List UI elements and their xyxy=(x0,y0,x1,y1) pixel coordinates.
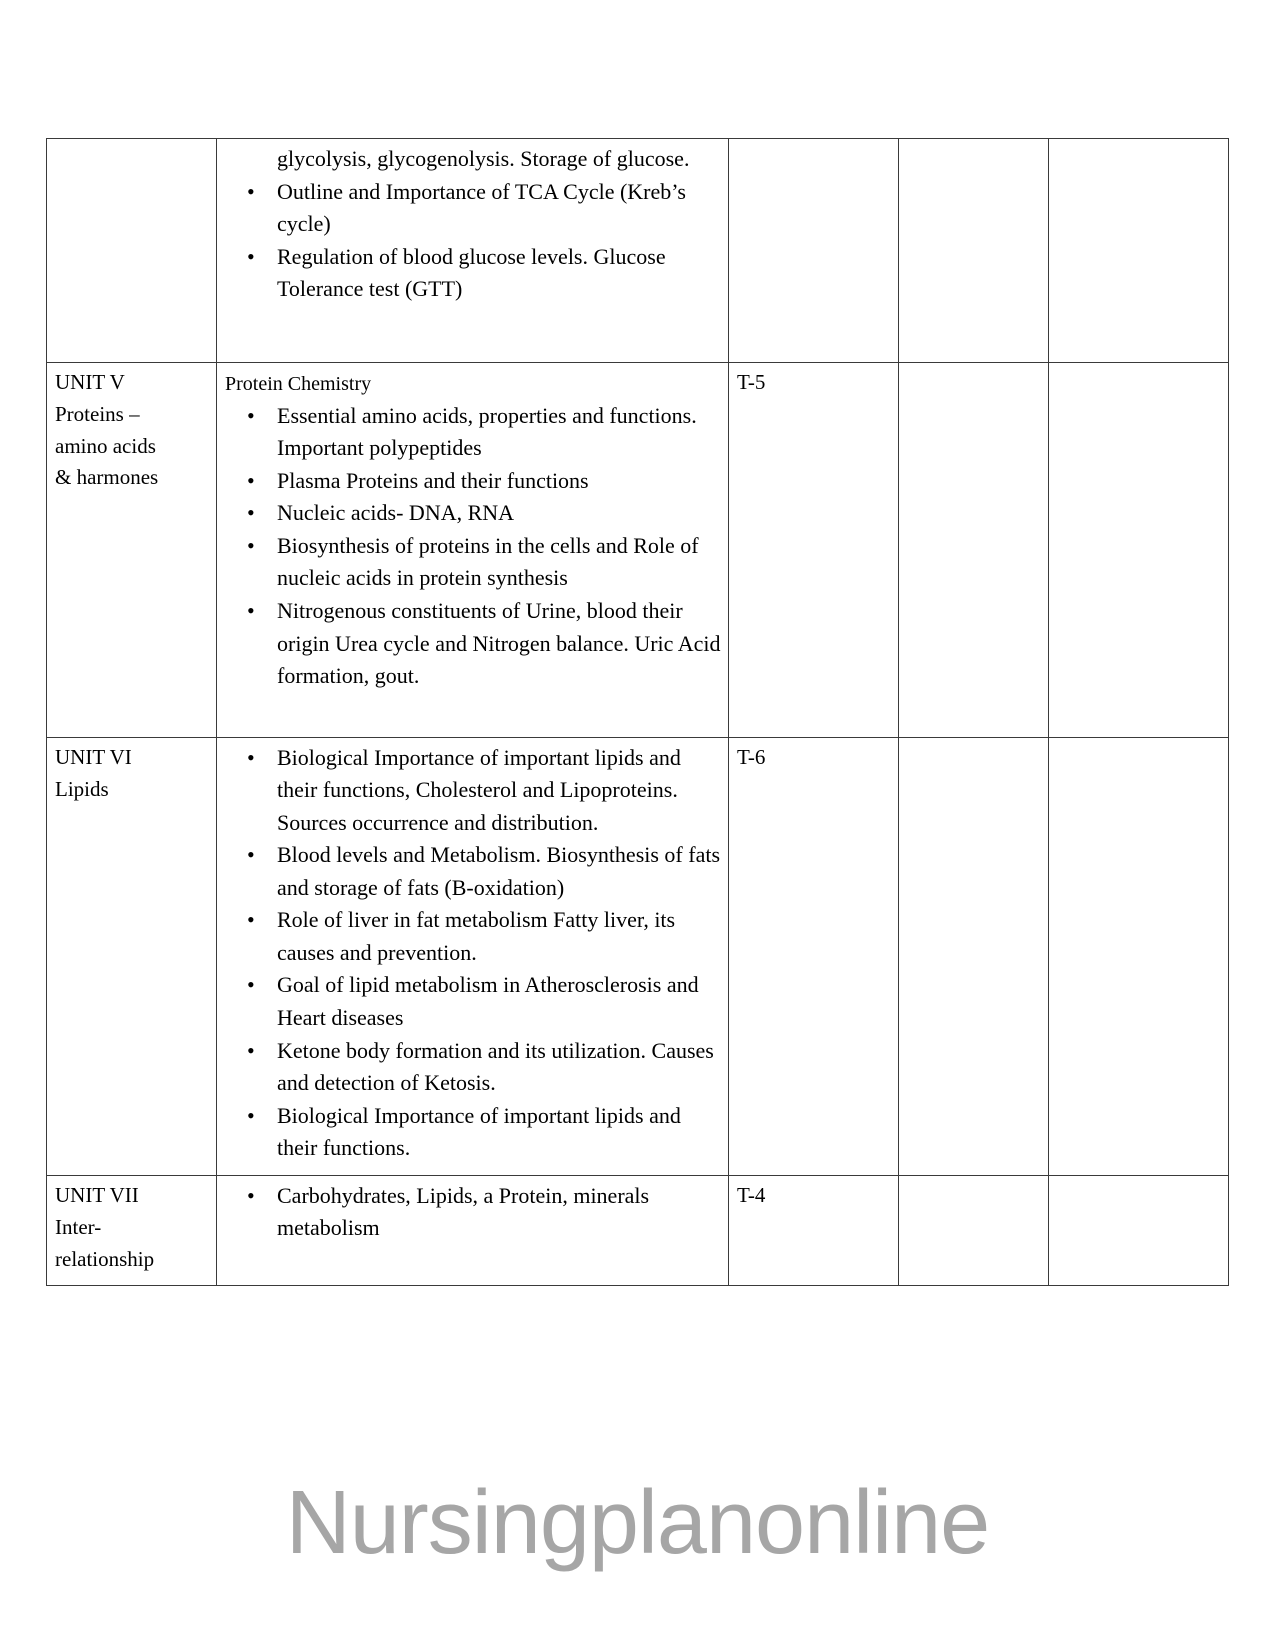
list-item-label: Essential amino acids, properties and functions. Important polypeptides xyxy=(277,402,697,461)
list-item-label: Blood levels and Metabolism. Biosynthesis of fats and storage of fats (B-oxidation) xyxy=(277,842,721,900)
list-item xyxy=(225,1180,722,1245)
list-item-label: Outline and Importance of TCA Cycle (Kreb’s cycle) xyxy=(277,178,686,237)
bullet-dot-icon: • xyxy=(247,598,255,624)
unit-title-line: UNIT V xyxy=(55,369,125,394)
syllabus-table-body xyxy=(47,139,1229,1286)
table-row xyxy=(47,362,1229,737)
unit-title-line: UNIT VII xyxy=(55,1182,139,1207)
bullet-dot-icon: • xyxy=(247,500,255,526)
bullet-dot-icon: • xyxy=(247,972,255,998)
bullet-dot-icon: • xyxy=(247,467,255,493)
unit-cell xyxy=(47,139,217,363)
assessment-cell xyxy=(1049,362,1229,737)
unit-title-line: amino acids xyxy=(55,433,156,458)
hours-cell: T-5 xyxy=(729,362,899,737)
list-item xyxy=(225,1035,722,1100)
list-item xyxy=(225,969,722,1034)
table-row xyxy=(47,139,1229,363)
method-cell xyxy=(899,139,1049,363)
list-item xyxy=(225,742,722,840)
bullet-list xyxy=(225,742,722,1165)
hours-cell: T-4 xyxy=(729,1175,899,1286)
list-item-label: Role of liver in fat metabolism Fatty liver, its causes and prevention. xyxy=(277,907,676,965)
content-cell xyxy=(217,1175,729,1286)
list-item xyxy=(225,497,722,530)
method-cell xyxy=(899,362,1049,737)
bullet-dot-icon: • xyxy=(247,842,255,868)
list-item-label: Carbohydrates, Lipids, a Protein, minerals metabolism xyxy=(277,1182,650,1241)
bullet-dot-icon: • xyxy=(247,907,255,933)
list-item xyxy=(225,400,722,465)
unit-title-line: UNIT VI xyxy=(55,744,132,769)
watermark-text: Nursingplanonline xyxy=(285,1473,990,1573)
bullet-dot-icon: • xyxy=(247,744,255,770)
list-item xyxy=(225,904,722,969)
list-item xyxy=(225,241,722,306)
content-cell xyxy=(217,139,729,363)
hours-cell xyxy=(729,139,899,363)
list-item xyxy=(225,176,722,241)
bullet-dot-icon: • xyxy=(247,1182,255,1208)
unit-title-line: Lipids xyxy=(55,776,109,801)
bullet-dot-icon: • xyxy=(247,532,255,558)
list-item xyxy=(225,530,722,595)
list-item-label: Nitrogenous constituents of Urine, blood their origin Urea cycle and Nitrogen balance. Uric Acid formation, gout. xyxy=(277,598,721,689)
list-item xyxy=(225,595,722,693)
bullet-dot-icon: • xyxy=(247,178,255,204)
continuation-text: glycolysis, glycogenolysis. Storage of glucose. xyxy=(277,146,690,171)
bullet-list xyxy=(225,176,722,306)
method-cell xyxy=(899,1175,1049,1286)
hours-cell: T-6 xyxy=(729,737,899,1175)
table-row xyxy=(47,1175,1229,1286)
unit-cell xyxy=(47,737,217,1175)
bullet-list xyxy=(225,400,722,693)
unit-title-line: & harmones xyxy=(55,465,159,490)
unit-title-line: Proteins – xyxy=(55,401,140,426)
list-item-label: Biosynthesis of proteins in the cells and Role of nucleic acids in protein synthesis xyxy=(277,532,699,591)
assessment-cell xyxy=(1049,139,1229,363)
bullet-dot-icon: • xyxy=(247,402,255,428)
method-cell xyxy=(899,737,1049,1175)
bullet-dot-icon: • xyxy=(247,1037,255,1063)
unit-cell xyxy=(47,362,217,737)
syllabus-table xyxy=(46,138,1229,1286)
unit-title-line: Inter- xyxy=(55,1214,102,1239)
bullet-list xyxy=(225,1180,722,1245)
list-item-label: Goal of lipid metabolism in Atherosclerosis and Heart diseases xyxy=(277,972,699,1031)
table-row xyxy=(47,737,1229,1175)
assessment-cell xyxy=(1049,1175,1229,1286)
list-item xyxy=(225,839,722,904)
bullet-dot-icon: • xyxy=(247,1102,255,1128)
list-item-label: Biological Importance of important lipids and their functions, Cholesterol and Lipoproteins. Sources occurrence and distribution. xyxy=(277,744,681,835)
content-lead-text: Protein Chemistry xyxy=(225,372,372,395)
list-item xyxy=(225,465,722,498)
unit-title-line: relationship xyxy=(55,1246,155,1271)
content-cell xyxy=(217,362,729,737)
list-item-label: Biological Importance of important lipids and their functions. xyxy=(277,1102,681,1161)
list-item-label: Ketone body formation and its utilization. Causes and detection of Ketosis. xyxy=(277,1037,714,1096)
unit-cell xyxy=(47,1175,217,1286)
bullet-dot-icon: • xyxy=(247,243,255,269)
list-item-label: Regulation of blood glucose levels. Glucose Tolerance test (GTT) xyxy=(277,243,666,302)
content-cell xyxy=(217,737,729,1175)
assessment-cell xyxy=(1049,737,1229,1175)
list-item-label: Nucleic acids- DNA, RNA xyxy=(277,500,515,526)
list-item-label: Plasma Proteins and their functions xyxy=(277,467,589,493)
list-item xyxy=(225,1100,722,1165)
